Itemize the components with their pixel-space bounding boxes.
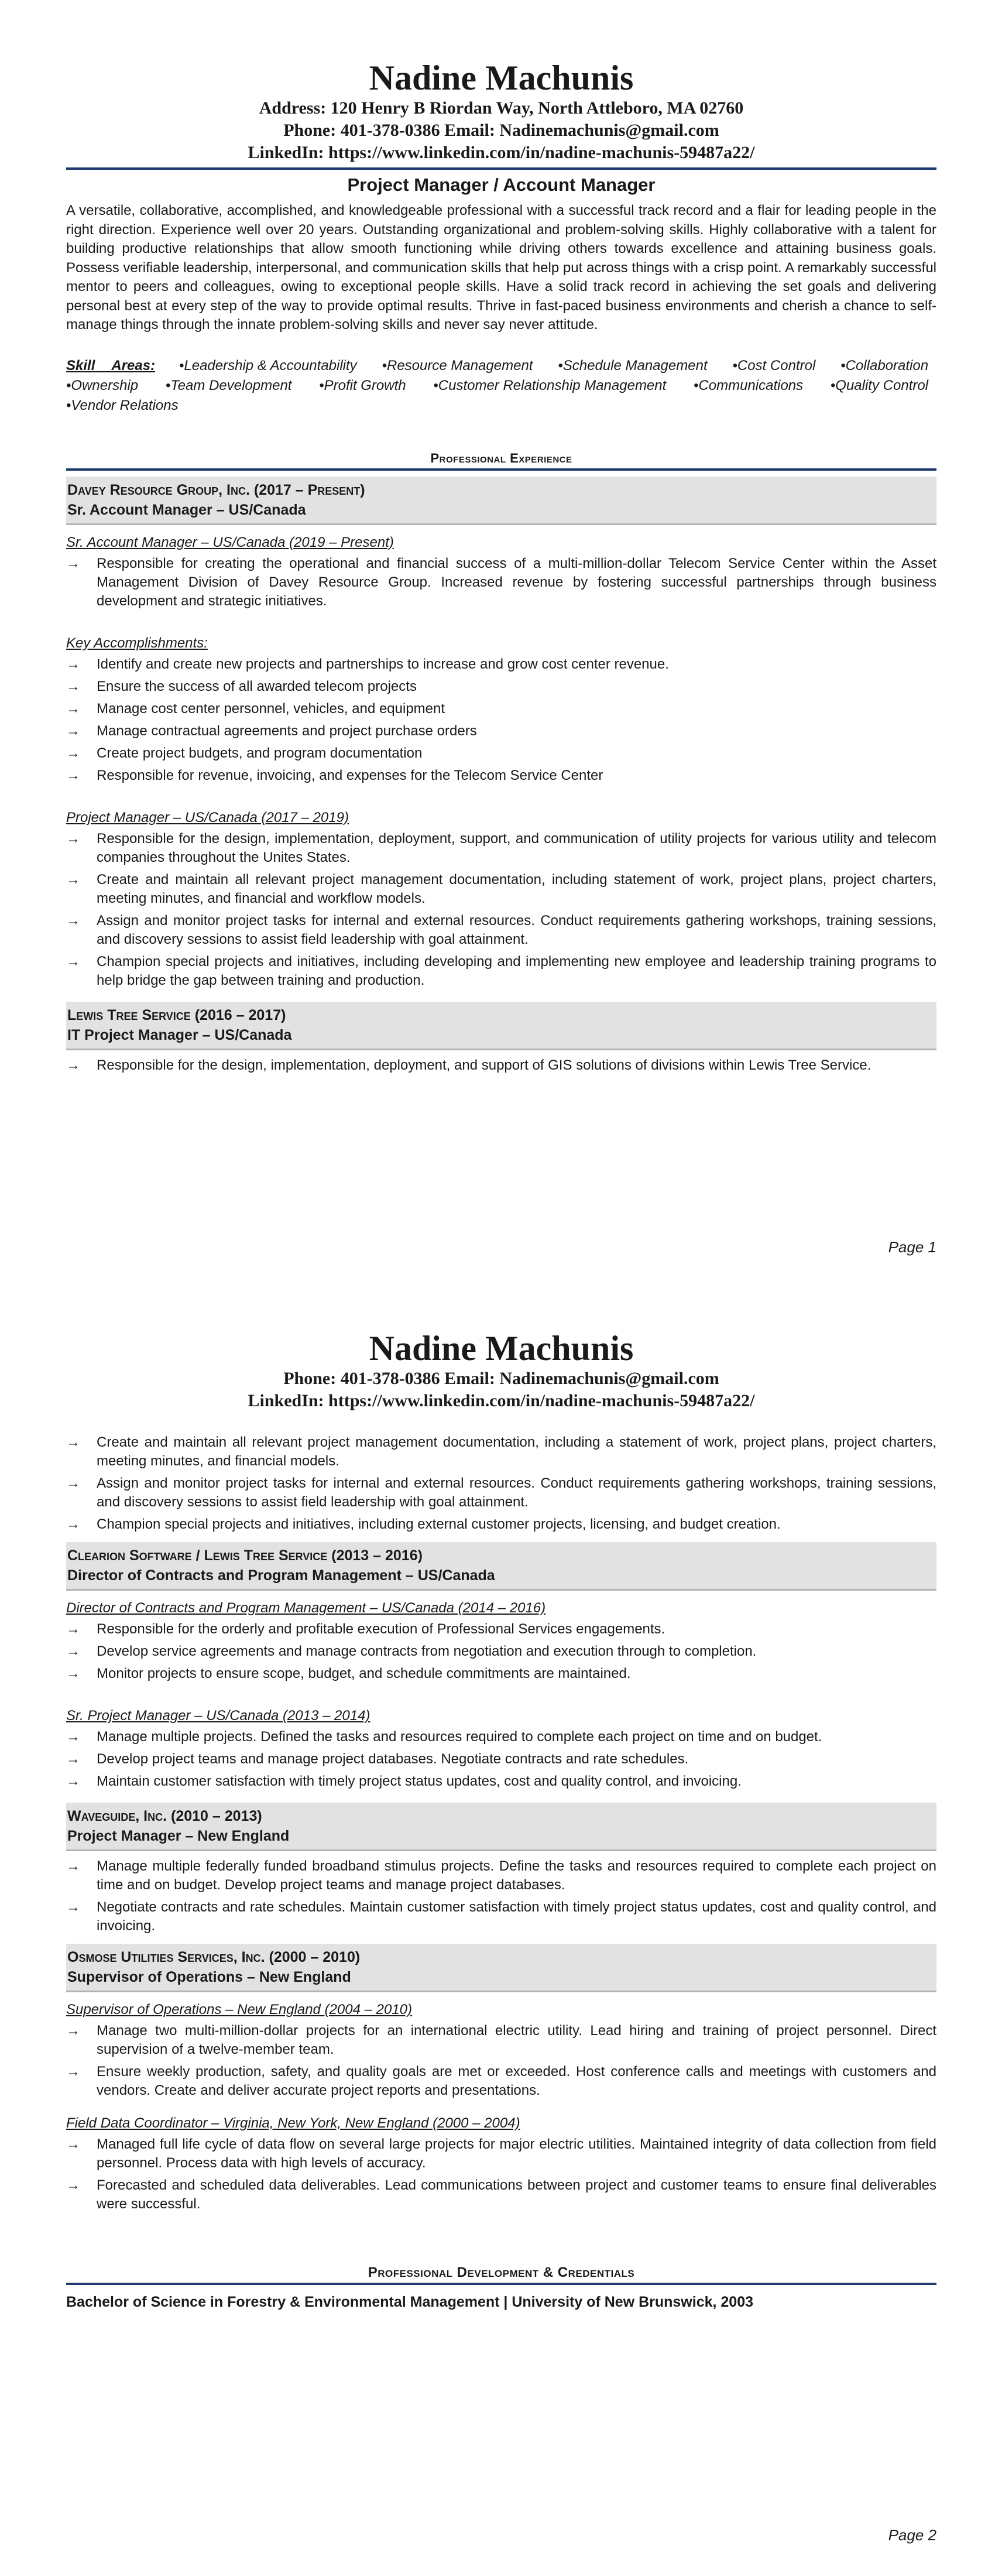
bullet-list bbox=[66, 655, 936, 785]
job-title: Project Manager / Account Manager bbox=[347, 174, 656, 195]
arrow-icon: → bbox=[66, 1057, 80, 1073]
bullet-item bbox=[66, 871, 936, 908]
bullet-text: Champion special projects and initiatives, including external customer projects, licensing, and budget creation. bbox=[97, 1516, 781, 1532]
bullet-item bbox=[66, 1664, 936, 1683]
section-title-development: Professional Development & Credentials bbox=[368, 2265, 635, 2280]
bullet-item bbox=[66, 1474, 936, 1512]
arrow-icon: → bbox=[66, 2136, 80, 2152]
bullet-list bbox=[66, 2022, 936, 2100]
bullet-text: Maintain customer satisfaction with timely project status updates, cost and quality control, and invoicing. bbox=[97, 1773, 742, 1789]
arrow-icon: → bbox=[66, 767, 80, 783]
bullet-text: Managed full life cycle of data flow on several large projects for major electric utilities. Maintained integrity of data collection from field personnel. Process data with high levels of accuracy. bbox=[97, 2136, 936, 2171]
page-1-content bbox=[66, 59, 936, 1078]
arrow-icon: → bbox=[66, 1434, 80, 1450]
bullet-text: Develop service agreements and manage contracts from negotiation and execution through to completion. bbox=[97, 1643, 757, 1659]
bullet-text: Develop project teams and manage project databases. Negotiate contracts and rate schedules. bbox=[97, 1751, 689, 1767]
skill-item: •Cost Control bbox=[732, 357, 816, 374]
bullet-text: Ensure the success of all awarded telecom projects bbox=[97, 678, 417, 694]
arrow-icon: → bbox=[66, 1643, 80, 1659]
bullet-list bbox=[66, 554, 936, 611]
candidate-name: Nadine Machunis bbox=[369, 59, 634, 97]
sub-role-title: Project Manager – US/Canada (2017 – 2019) bbox=[66, 809, 349, 825]
arrow-icon: → bbox=[66, 745, 80, 761]
bullet-text: Manage cost center personnel, vehicles, and equipment bbox=[97, 700, 445, 717]
bullet-list bbox=[66, 1056, 936, 1075]
phone-email-line: Phone: 401-378-0386 Email: Nadinemachunis@gmail.com bbox=[283, 1369, 719, 1388]
arrow-icon: → bbox=[66, 656, 80, 672]
bullet-item bbox=[66, 766, 936, 785]
section-rule bbox=[66, 468, 936, 471]
role-title: Project Manager – New England bbox=[67, 1828, 290, 1844]
bullet-list bbox=[66, 1857, 936, 1936]
role-title: Director of Contracts and Program Management – US/Canada bbox=[67, 1567, 495, 1584]
bullet-text: Ensure weekly production, safety, and quality goals are met or exceeded. Host conference calls and meetings with customers and vendors. Create and deliver accurate project reports and presentations. bbox=[97, 2064, 936, 2098]
bullet-item bbox=[66, 1898, 936, 1936]
skill-item: •Communications bbox=[694, 377, 804, 393]
company-header-lewis bbox=[66, 1002, 936, 1050]
bullet-list bbox=[66, 1433, 936, 1534]
summary-paragraph: A versatile, collaborative, accomplished, and knowledgeable professional with a successful track record and a flair for leading people in the right direction. Experience well over 20 years. Outstanding organizational and problem-solving skills. Highly collaborative with a talent for building productive relationships that allow smooth functioning while driving others towards excellence and attaining business goals. Possess verifiable leadership, interpersonal, and communication skills that help put across things with a crisp point. A remarkably successful mentor to peers and colleagues, owing to exceptional people skills. Have a solid track record in achieving the set goals and delivering personal best at every step of the way to provide optimal results. Thrive in fast-paced business environments and cherish a chance to self-manage things through the innate problem-solving skills and never say never attitude. bbox=[66, 203, 936, 333]
arrow-icon: → bbox=[66, 912, 80, 929]
company-header-osmose bbox=[66, 1944, 936, 1992]
bullet-text: Negotiate contracts and rate schedules. Maintain customer satisfaction with timely project status updates, cost and quality control, and invoicing. bbox=[97, 1899, 936, 1934]
bullet-text: Champion special projects and initiatives, including developing and implementing new employee and leadership training programs to help bridge the gap between training and production. bbox=[97, 953, 936, 988]
skill-item: •Resource Management bbox=[382, 357, 533, 374]
page-number: Page 2 bbox=[888, 2526, 936, 2544]
linkedin-line: LinkedIn: https://www.linkedin.com/in/nadine-machunis-59487a22/ bbox=[248, 143, 755, 162]
bullet-item bbox=[66, 2135, 936, 2173]
company-name bbox=[67, 480, 933, 500]
arrow-icon: → bbox=[66, 700, 80, 717]
arrow-icon: → bbox=[66, 1475, 80, 1491]
bullet-list bbox=[66, 2135, 936, 2214]
phone-email-line: Phone: 401-378-0386 Email: Nadinemachunis@gmail.com bbox=[283, 121, 719, 140]
skill-item: •Leadership & Accountability bbox=[179, 357, 357, 374]
bullet-item bbox=[66, 700, 936, 718]
degree-line: Bachelor of Science in Forestry & Environmental Management | University of New Brunswick, 2003 bbox=[66, 2294, 754, 2310]
bullet-text: Responsible for the orderly and profitable execution of Professional Services engagements. bbox=[97, 1621, 665, 1637]
address-line: Address: 120 Henry B Riordan Way, North Attleboro, MA 02760 bbox=[259, 98, 744, 118]
bullet-text: Assign and monitor project tasks for internal and external resources. Conduct requirements gathering workshops, training sessions, and discovery sessions to assist field leadership with goal attainment. bbox=[97, 912, 936, 947]
bullet-item bbox=[66, 1750, 936, 1769]
company-name-text: Davey Resource Group, Inc. (2017 – Present) bbox=[67, 481, 365, 498]
skill-item: •Collaboration bbox=[840, 357, 929, 374]
bullet-item bbox=[66, 655, 936, 674]
bullet-list bbox=[66, 1620, 936, 1683]
bullet-item bbox=[66, 1515, 936, 1534]
sub-role-title: Director of Contracts and Program Management – US/Canada (2014 – 2016) bbox=[66, 1600, 546, 1616]
sub-role-title: Sr. Project Manager – US/Canada (2013 – 2014) bbox=[66, 1708, 370, 1724]
bullet-item bbox=[66, 1728, 936, 1746]
bullet-list bbox=[66, 1728, 936, 1791]
bullet-item bbox=[66, 1772, 936, 1791]
bullet-item bbox=[66, 677, 936, 696]
company-name bbox=[67, 1546, 933, 1566]
role-title: Supervisor of Operations – New England bbox=[67, 1969, 351, 1985]
skill-item: •Customer Relationship Management bbox=[433, 377, 667, 393]
skill-item: •Team Development bbox=[165, 377, 292, 393]
bullet-item bbox=[66, 1433, 936, 1471]
arrow-icon: → bbox=[66, 1899, 80, 1915]
role-title: Sr. Account Manager – US/Canada bbox=[67, 501, 306, 518]
company-name-text: Lewis Tree Service (2016 – 2017) bbox=[67, 1006, 286, 1023]
bullet-text: Identify and create new projects and partnerships to increase and grow cost center revenue. bbox=[97, 656, 669, 672]
bullet-text: Responsible for revenue, invoicing, and expenses for the Telecom Service Center bbox=[97, 767, 603, 783]
arrow-icon: → bbox=[66, 1621, 80, 1637]
arrow-icon: → bbox=[66, 678, 80, 694]
bullet-text: Manage multiple projects. Defined the tasks and resources required to complete each project on time and on budget. bbox=[97, 1729, 822, 1745]
bullet-item bbox=[66, 744, 936, 763]
bullet-text: Manage multiple federally funded broadband stimulus projects. Define the tasks and resources required to complete each project on time and on budget. Develop project teams and manage project databases. bbox=[97, 1858, 936, 1893]
arrow-icon: → bbox=[66, 953, 80, 970]
skill-item: •Schedule Management bbox=[558, 357, 708, 374]
arrow-icon: → bbox=[66, 555, 80, 571]
bullet-item bbox=[66, 1620, 936, 1639]
bullet-text: Responsible for the design, implementation, deployment, and support of GIS solutions of divisions within Lewis Tree Service. bbox=[97, 1057, 872, 1073]
arrow-icon: → bbox=[66, 1666, 80, 1681]
bullet-text: Create and maintain all relevant project management documentation, including a statement of work, project plans, project charters, meeting minutes, and financial models. bbox=[97, 1434, 936, 1469]
section-rule bbox=[66, 2283, 936, 2285]
candidate-name: Nadine Machunis bbox=[369, 1329, 634, 1368]
bullet-item bbox=[66, 722, 936, 741]
arrow-icon: → bbox=[66, 1751, 80, 1767]
arrow-icon: → bbox=[66, 830, 80, 847]
role-title: IT Project Manager – US/Canada bbox=[67, 1026, 292, 1043]
company-name bbox=[67, 1806, 933, 1826]
skill-areas-label: Skill Areas: bbox=[66, 357, 156, 374]
bullet-item bbox=[66, 554, 936, 611]
bullet-text: Create and maintain all relevant project management documentation, including statement of work, project plans, project charters, meeting minutes, and financial and workflow models. bbox=[97, 871, 936, 906]
page-number: Page 1 bbox=[888, 1238, 936, 1256]
company-name-text: Waveguide, Inc. (2010 – 2013) bbox=[67, 1808, 262, 1824]
skill-areas bbox=[66, 356, 936, 416]
bullet-item bbox=[66, 1056, 936, 1075]
bullet-item bbox=[66, 1857, 936, 1895]
company-name-text: Clearion Software / Lewis Tree Service (2013 – 2016) bbox=[67, 1547, 423, 1564]
bullet-text: Assign and monitor project tasks for internal and external resources. Conduct requirements gathering workshops, training sessions, and discovery sessions to assist field leadership with goal attainment. bbox=[97, 1475, 936, 1510]
arrow-icon: → bbox=[66, 1729, 80, 1745]
company-header-clearion bbox=[66, 1542, 936, 1591]
bullet-text: Create project budgets, and program documentation bbox=[97, 745, 423, 761]
bullet-item bbox=[66, 1642, 936, 1661]
bullet-item bbox=[66, 830, 936, 867]
skill-item: •Quality Control bbox=[830, 377, 929, 393]
sub-role-title: Sr. Account Manager – US/Canada (2019 – Present) bbox=[66, 534, 394, 550]
sub-role-title: Field Data Coordinator – Virginia, New York, New England (2000 – 2004) bbox=[66, 2115, 520, 2131]
arrow-icon: → bbox=[66, 2023, 80, 2039]
page-2-content bbox=[66, 1329, 936, 2312]
section-title-experience: Professional Experience bbox=[430, 450, 572, 465]
bullet-text: Monitor projects to ensure scope, budget, and schedule commitments are maintained. bbox=[97, 1666, 631, 1681]
bullet-text: Manage two multi-million-dollar projects for an international electric utility. Lead hiring and training of project personnel. Direct supervision of a twelve-member team. bbox=[97, 2023, 936, 2057]
sub-role-title: Supervisor of Operations – New England (2004 – 2010) bbox=[66, 2002, 413, 2017]
company-name-text: Osmose Utilities Services, Inc. (2000 – 2010) bbox=[67, 1949, 361, 1965]
arrow-icon: → bbox=[66, 1773, 80, 1789]
arrow-icon: → bbox=[66, 2064, 80, 2080]
company-name bbox=[67, 1005, 933, 1025]
skill-item: •Vendor Relations bbox=[66, 397, 179, 413]
arrow-icon: → bbox=[66, 871, 80, 888]
linkedin-line: LinkedIn: https://www.linkedin.com/in/nadine-machunis-59487a22/ bbox=[248, 1391, 755, 1410]
bullet-text: Responsible for creating the operational and financial success of a multi-million-dollar Telecom Service Center within the Asset Management Division of Davey Resource Group. Increased revenue by fostering successful partnerships through business development and strategic initiatives. bbox=[97, 555, 936, 609]
skill-item: •Ownership bbox=[66, 377, 139, 393]
bullet-item bbox=[66, 2063, 936, 2100]
arrow-icon: → bbox=[66, 722, 80, 739]
skill-item: •Profit Growth bbox=[319, 377, 406, 393]
bullet-text: Responsible for the design, implementation, deployment, support, and communication of utility projects for various utility and telecom companies throughout the Unites States. bbox=[97, 830, 936, 865]
header-rule bbox=[66, 167, 936, 170]
company-header-davey bbox=[66, 477, 936, 525]
bullet-list bbox=[66, 830, 936, 990]
company-name bbox=[67, 1947, 933, 1967]
arrow-icon: → bbox=[66, 2177, 80, 2193]
bullet-text: Manage contractual agreements and project purchase orders bbox=[97, 722, 477, 739]
bullet-item bbox=[66, 953, 936, 990]
arrow-icon: → bbox=[66, 1516, 80, 1532]
company-header-waveguide bbox=[66, 1803, 936, 1851]
bullet-item bbox=[66, 2022, 936, 2059]
key-accomplishments-label: Key Accomplishments: bbox=[66, 635, 208, 651]
bullet-text: Forecasted and scheduled data deliverables. Lead communications between project and customer teams to ensure final deliverables were successful. bbox=[97, 2177, 936, 2212]
resume-page-2 bbox=[0, 1288, 995, 2576]
bullet-item bbox=[66, 2176, 936, 2214]
arrow-icon: → bbox=[66, 1858, 80, 1874]
bullet-item bbox=[66, 912, 936, 949]
